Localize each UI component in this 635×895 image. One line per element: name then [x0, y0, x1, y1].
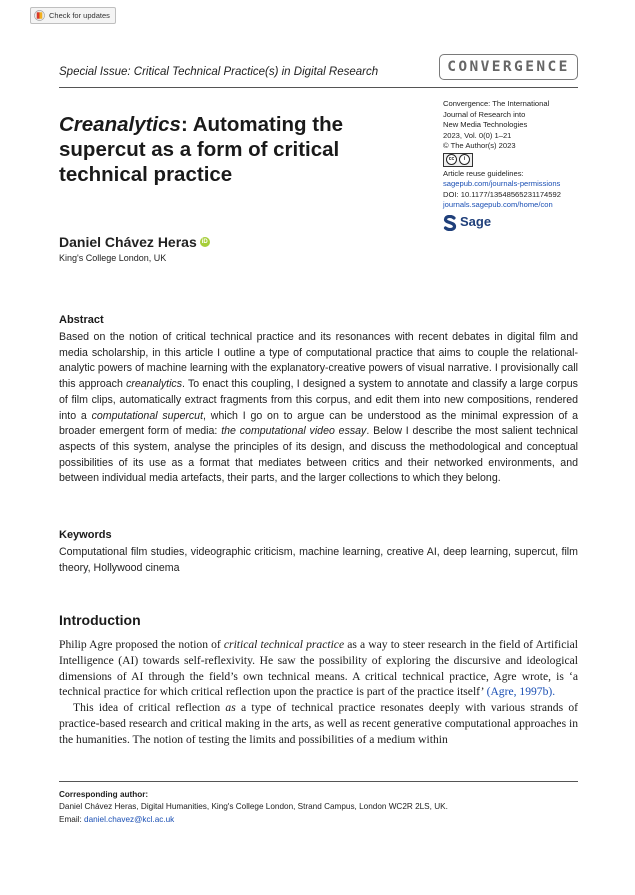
intro-text: Philip Agre proposed the notion of	[59, 638, 224, 651]
intro-paragraph	[59, 700, 578, 747]
abstract-heading: Abstract	[59, 314, 104, 326]
footer-divider	[59, 781, 578, 782]
journal-name-line1: Convergence: The International	[443, 99, 550, 108]
intro-emphasis: critical technical practice	[223, 638, 345, 651]
sage-logo-icon	[443, 215, 457, 231]
abstract-part: . Below I describe the most salient technical aspects of this system, analyse the principles of its design, and discuss the methodological and conceptual possibilities of its use as a format that mediates between critics and their networked environments, and between individual media artefacts, their parts, and the larger collections to which they belong.	[59, 425, 579, 485]
intro-text: as a way to steer research in the field of Artificial Intelligence (AI) towards self-reflexivity. He saw the possibility of exploring the discursive and ideological dimensions of AI through the field’s own technical means. A critical technical practice, Agre wrote, is ‘a technical practice for which critical reflection upon the practice is part of the practice itself’	[59, 638, 578, 699]
intro-text: a type of technical practice resonates deeply with various strands of practice-based research and critical making in the arts, as well as recent generative computational approaches in the humanities. The notion of testing the limits and possibilities of a medium within	[59, 701, 578, 746]
volume-info: 2023, Vol. 0(0) 1–21	[443, 130, 512, 140]
special-issue-label: Special Issue: Critical Technical Practice(s) in Digital Research	[59, 66, 379, 78]
keywords-text: Computational film studies, videographic criticism, machine learning, creative AI, deep learning, supercut, film theory, Hollywood cinema	[59, 546, 578, 574]
introduction-heading: Introduction	[59, 612, 141, 628]
journal-name-line2: Journal of Research into	[443, 109, 526, 119]
citation-link[interactable]: (Agre, 1997b).	[486, 685, 556, 699]
email-link[interactable]: daniel.chavez@kcl.ac.uk	[84, 814, 175, 824]
copyright-info: © The Author(s) 2023	[443, 141, 516, 150]
reuse-guidelines-label: Article reuse guidelines:	[443, 168, 524, 178]
article-title-rest: : Automating the supercut as a form of critical technical practice	[59, 113, 344, 186]
intro-emphasis: as	[225, 701, 236, 715]
journal-homepage-link[interactable]: journals.sagepub.com/home/con	[443, 200, 553, 209]
publisher-logo	[443, 215, 593, 231]
publisher-name: Sage	[460, 214, 492, 230]
orcid-icon[interactable]: iD	[201, 239, 208, 245]
article-title	[59, 112, 419, 187]
journal-name-line3: New Media Technologies	[443, 120, 528, 129]
journal-logo: CONVERGENCE	[439, 54, 578, 80]
introduction-body	[59, 637, 578, 748]
corresponding-author-heading: Corresponding author:	[59, 790, 149, 799]
abstract-text	[59, 330, 578, 487]
check-for-updates-button[interactable]	[30, 7, 116, 24]
journal-metadata	[443, 99, 593, 231]
intro-paragraph	[59, 637, 578, 700]
header-divider	[59, 87, 578, 88]
author-affiliation: King's College London, UK	[59, 253, 167, 263]
keywords-heading: Keywords	[59, 529, 112, 541]
abstract-part: . To enact this coupling, I designed a system to annotate and classify a large corpus of film clips, automatically extract fragments from this corpus, and edit them into new compositions, rendered into a	[59, 378, 578, 422]
abstract-emphasis: computational supercut	[91, 409, 204, 422]
intro-text: This idea of critical reflection	[73, 701, 226, 715]
author-line	[59, 234, 210, 250]
abstract-emphasis: creanalytics	[126, 378, 183, 391]
cc-by-license-icon[interactable]: cc i	[443, 153, 473, 167]
check-for-updates-label: Check for updates	[49, 11, 110, 20]
check-for-updates-icon	[34, 10, 45, 21]
article-title-italic: Creanalytics	[59, 113, 181, 136]
abstract-emphasis: the computational video essay	[221, 425, 367, 438]
reuse-guidelines-link[interactable]: sagepub.com/journals-permissions	[443, 179, 561, 188]
corresponding-author	[59, 789, 578, 826]
corresponding-author-address: Daniel Chávez Heras, Digital Humanities, King's College London, Strand Campus, London WC2R 2LS, UK.	[59, 802, 448, 812]
doi: DOI: 10.1177/13548565231174592	[443, 189, 561, 199]
abstract-part: Based on the notion of critical technical practice and its resonances with recent debates in digital film and media scholarship, in this article I outline a type of computational practice that aims to couple the relational-analytic powers of machine learning with the explanatory-creative powers of visual narrative. I provisionally call this approach	[59, 331, 578, 391]
abstract-part: , which I go on to argue can be understood as the minimal expression of a broader emergent form of media:	[59, 409, 579, 438]
author-name: Daniel Chávez Heras	[59, 234, 197, 250]
email-label: Email:	[59, 814, 85, 824]
